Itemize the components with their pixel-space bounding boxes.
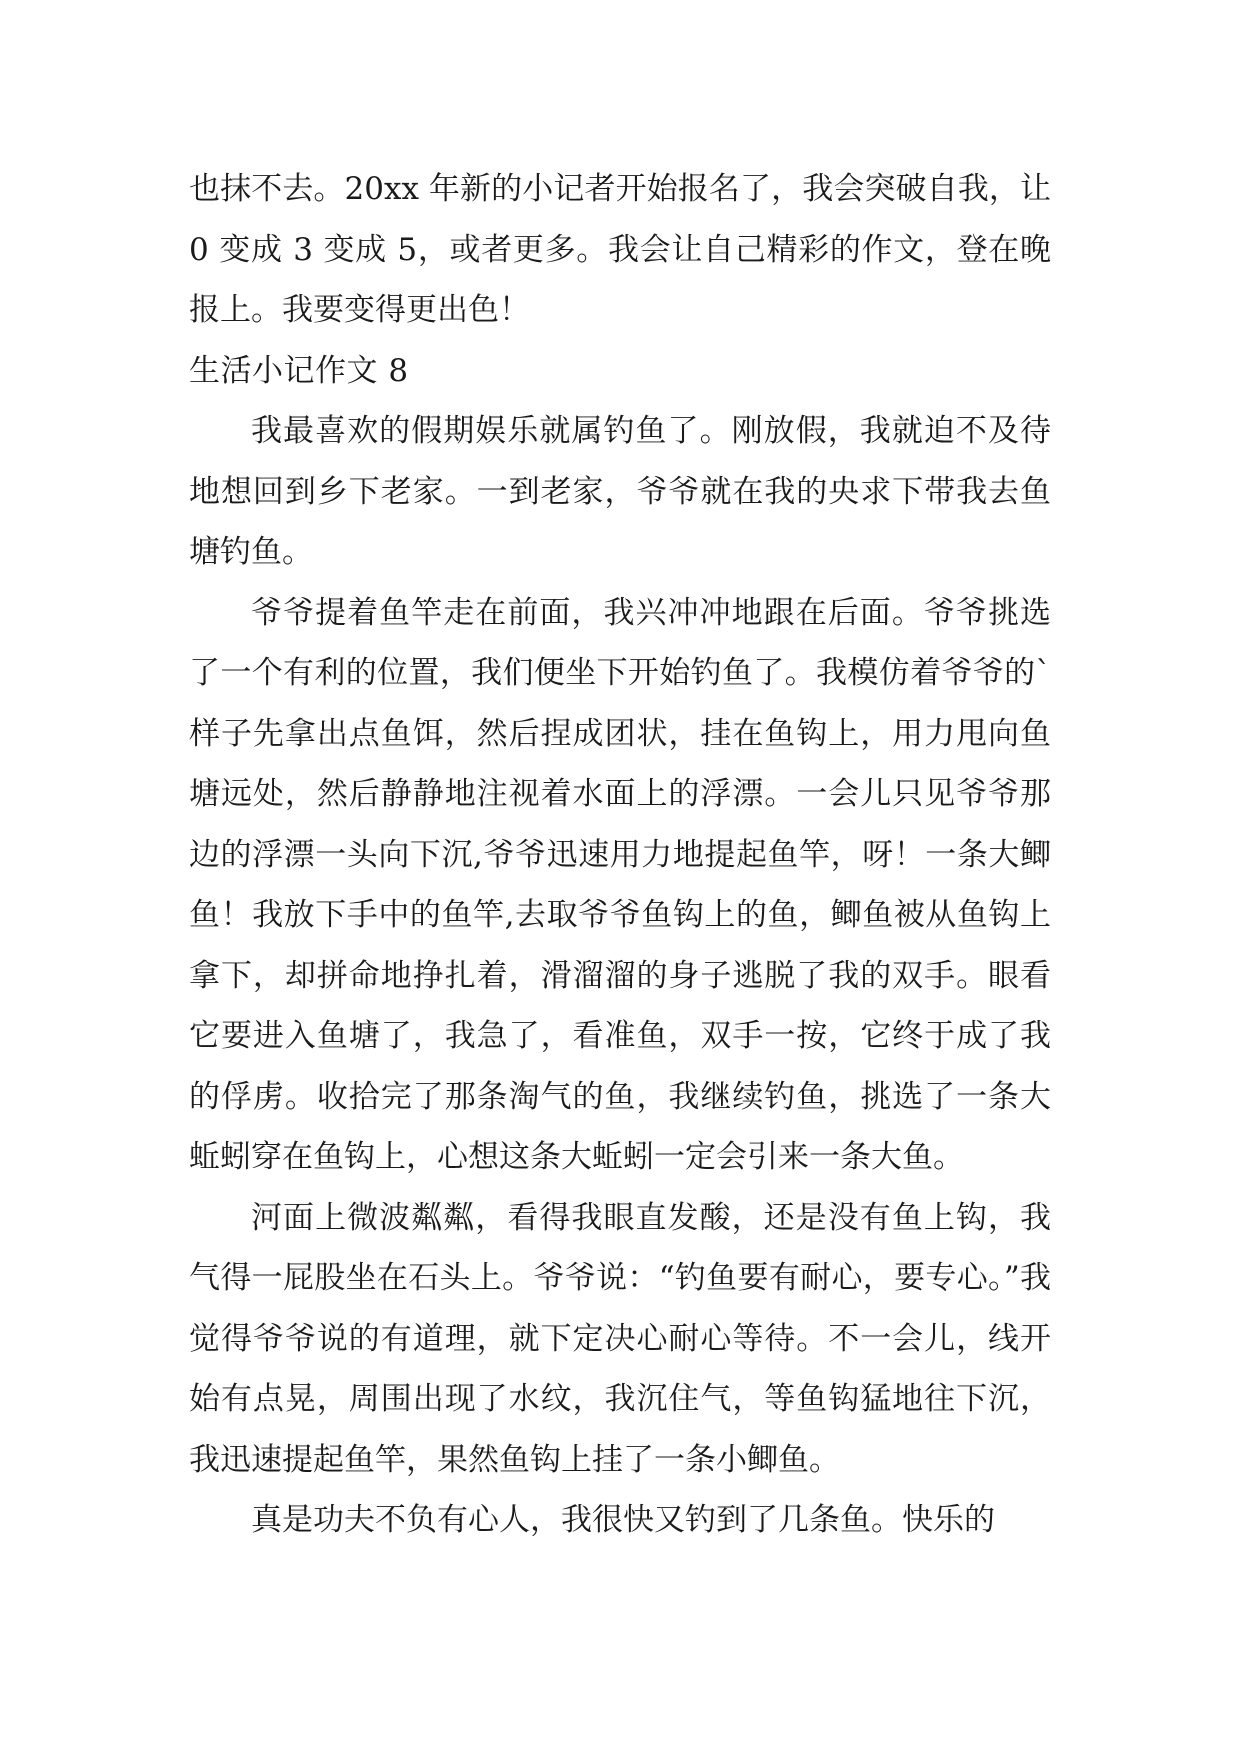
document-body bbox=[189, 159, 1051, 1551]
section-heading: 生活小记作文 8 bbox=[189, 352, 409, 389]
paragraph: 河面上微波粼粼，看得我眼直发酸，还是没有鱼上钩，我气得一屁股坐在石头上。爷爷说：“钓鱼要有耐心，要专心。”我觉得爷爷说的有道理，就下定决心耐心等待。不一会儿，线开始有点晃，周围出现了水纹，我沉住气，等鱼钩猛地往下沉，我迅速提起鱼竿，果然鱼钩上挂了一条小鲫鱼。 bbox=[189, 1199, 1051, 1478]
paragraph: 我最喜欢的假期娱乐就属钓鱼了。刚放假，我就迫不及待地想回到乡下老家。一到老家，爷爷就在我的央求下带我去鱼塘钓鱼。 bbox=[189, 413, 1051, 570]
paragraph: 真是功夫不负有心人，我很快又钓到了几条鱼。快乐的 bbox=[251, 1502, 995, 1538]
paragraph-continuation: 也抹不去。20xx 年新的小记者开始报名了，我会突破自我，让 0 变成 3 变成 5，或者更多。我会让自己精彩的作文，登在晚报上。我要变得更出色！ bbox=[189, 171, 1051, 328]
paragraph: 爷爷提着鱼竿走在前面，我兴冲冲地跟在后面。爷爷挑选了一个有利的位置，我们便坐下开始钓鱼了。我模仿着爷爷的`样子先拿出点鱼饵，然后捏成团状，挂在鱼钩上，用力甩向鱼塘远处，然后静静地注视着水面上的浮漂。一会儿只见爷爷那边的浮漂一头向下沉,爷爷迅速用力地提起鱼竿，呀！一条大鲫鱼！我放下手中的鱼竿,去取爷爷鱼钩上的鱼，鲫鱼被从鱼钩上拿下，却拼命地挣扎着，滑溜溜的身子逃脱了我的双手。眼看它要进入鱼塘了，我急了，看准鱼，双手一按，它终于成了我的俘虏。收拾完了那条淘气的鱼，我继续钓鱼，挑选了一条大蚯蚓穿在鱼钩上，心想这条大蚯蚓一定会引来一条大鱼。 bbox=[189, 594, 1051, 1175]
